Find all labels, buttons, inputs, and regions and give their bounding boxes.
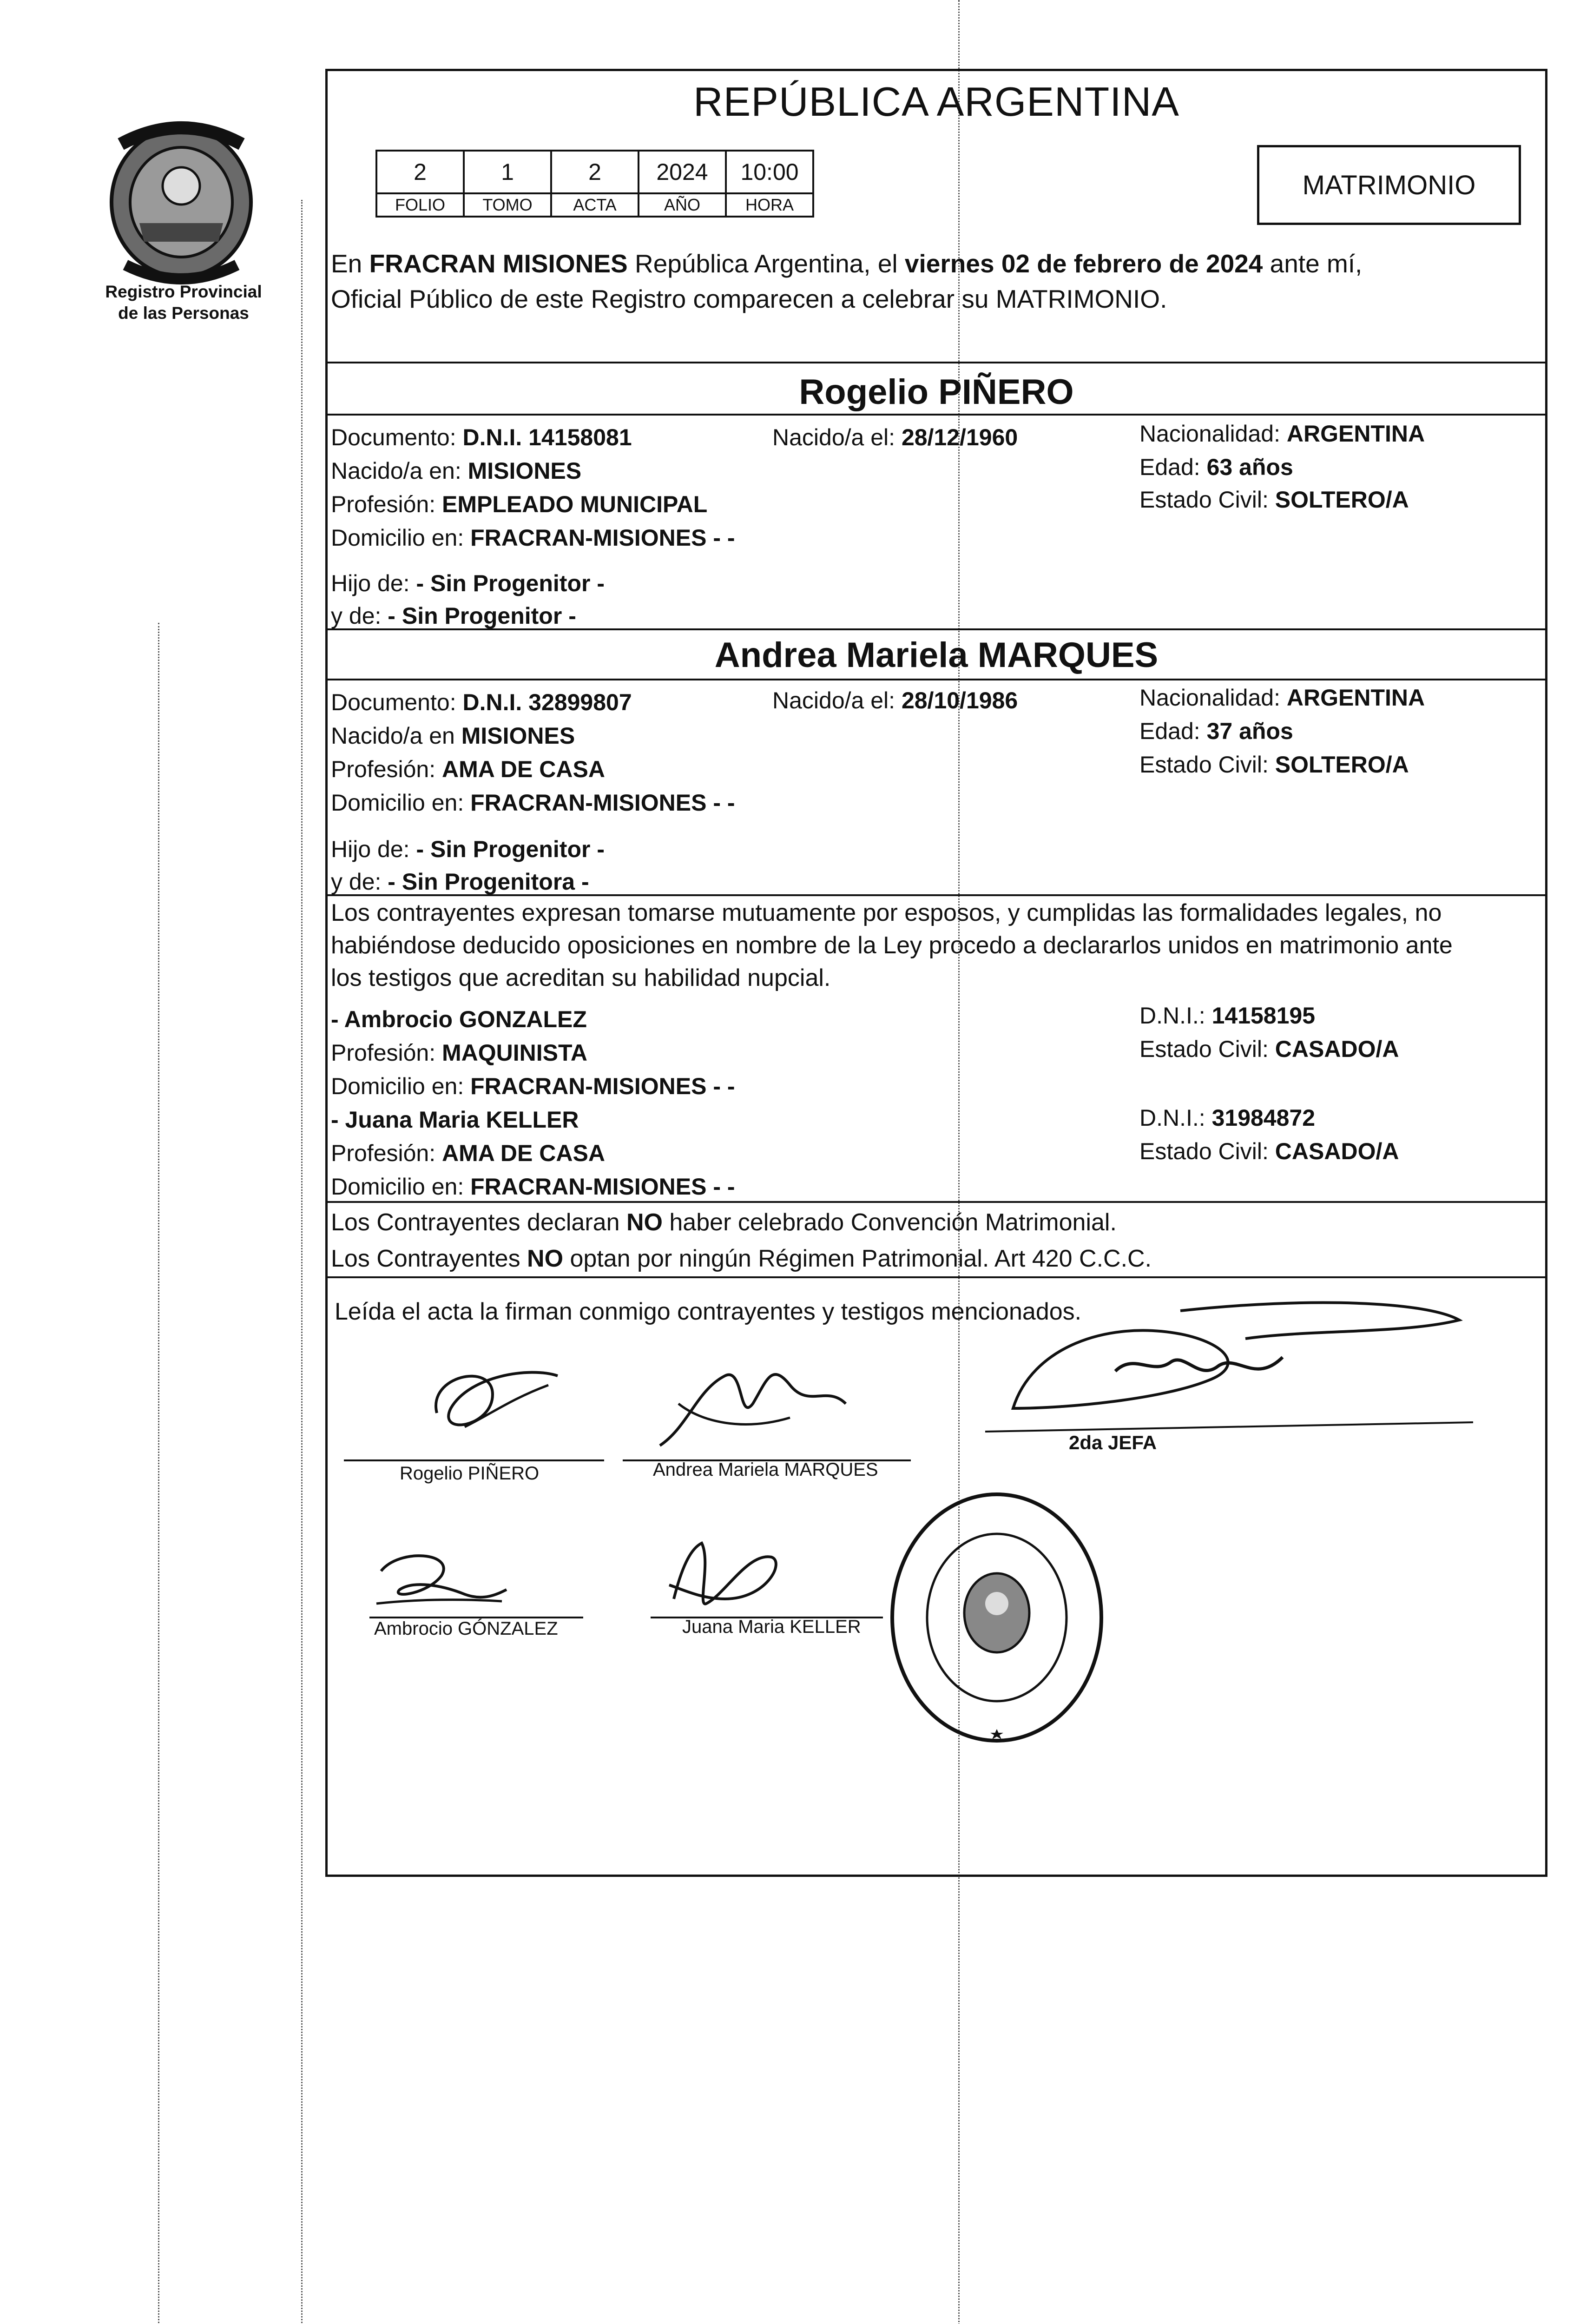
folio-label: FOLIO [376, 193, 464, 217]
spouse1-civil-status: Estado Civil: SOLTERO/A [1139, 487, 1409, 513]
signature-name-spouse2: Andrea Mariela MARQUES [653, 1459, 878, 1480]
witness1-dni: D.N.I.: 14158195 [1139, 1003, 1316, 1029]
witness2-address: Domicilio en: FRACRAN-MISIONES - - [331, 1174, 735, 1200]
folio-value: 2 [376, 151, 464, 193]
spouse2-birthdate: Nacido/a el: 28/10/1986 [772, 687, 1018, 713]
intro-line-2: Oficial Público de este Registro comparecen a celebrar su MATRIMONIO. [331, 284, 1167, 313]
signature-witness1 [372, 1543, 511, 1627]
signature-line [344, 1459, 604, 1461]
declaration-line-3: los testigos que acreditan su habilidad nupcial. [331, 964, 831, 991]
spouse1-nationality: Nacionalidad: ARGENTINA [1139, 421, 1425, 447]
spouse2-birthplace: Nacido/a en MISIONES [331, 723, 575, 749]
reference-table [375, 150, 814, 218]
acta-value: 2 [551, 151, 639, 193]
witness2-dni: D.N.I.: 31984872 [1139, 1105, 1316, 1131]
divider [325, 679, 1547, 680]
margin-dotted-line-outer [158, 623, 159, 2324]
spouse1-profession: Profesión: EMPLEADO MUNICIPAL [331, 491, 708, 517]
divider [325, 894, 1547, 896]
spouse1-age: Edad: 63 años [1139, 454, 1293, 480]
spouse1-address: Domicilio en: FRACRAN-MISIONES - - [331, 525, 735, 551]
spouse2-profession: Profesión: AMA DE CASA [331, 756, 605, 782]
intro-date: viernes 02 de febrero de 2024 [904, 249, 1263, 278]
year-label: AÑO [639, 193, 726, 217]
margin-dotted-line [301, 200, 303, 2324]
tomo-label: TOMO [464, 193, 551, 217]
closing-statement: Leída el acta la firman conmigo contrayentes y testigos mencionados. [335, 1298, 1082, 1325]
spouse1-birthdate: Nacido/a el: 28/12/1960 [772, 424, 1018, 450]
spouse2-civil-status: Estado Civil: SOLTERO/A [1139, 752, 1409, 778]
spouse2-nationality: Nacionalidad: ARGENTINA [1139, 685, 1425, 711]
signature-name-spouse1: Rogelio PIÑERO [400, 1463, 540, 1484]
spouse2-name: Andrea Mariela MARQUES [714, 635, 1159, 675]
registry-label: Registro Provincial de las Personas [105, 282, 262, 323]
page-title: REPÚBLICA ARGENTINA [693, 79, 1179, 125]
spouse1-parent1: Hijo de: - Sin Progenitor - [331, 570, 605, 596]
act-type-box: MATRIMONIO [1257, 145, 1521, 225]
spouse2-parent1: Hijo de: - Sin Progenitor - [331, 836, 605, 862]
convention-line-1: Los Contrayentes declaran NO haber celebrado Convención Matrimonial. [331, 1209, 1117, 1236]
official-signature [985, 1292, 1496, 1487]
spouse2-address: Domicilio en: FRACRAN-MISIONES - - [331, 790, 735, 816]
spouse1-name: Rogelio PIÑERO [799, 372, 1074, 412]
signature-witness2 [655, 1534, 785, 1627]
intro-line-1: En FRACRAN MISIONES República Argentina, el viernes 02 de febrero de 2024 ante mí, [331, 249, 1363, 278]
signature-spouse1 [409, 1357, 586, 1450]
divider [325, 414, 1547, 416]
divider [325, 1201, 1547, 1203]
declaration-line-2: habiéndose deducido oposiciones en nombre de la Ley procedo a declararlos unidos en matrimonio ante [331, 932, 1453, 959]
spouse2-age: Edad: 37 años [1139, 718, 1293, 744]
official-stamp-text: 2da JEFA [1069, 1432, 1157, 1453]
witness2-civil-status: Estado Civil: CASADO/A [1139, 1138, 1399, 1164]
registry-seal [885, 1487, 1108, 1748]
acta-label: ACTA [551, 193, 639, 217]
witness2-profession: Profesión: AMA DE CASA [331, 1140, 605, 1166]
spouse2-parent2: y de: - Sin Progenitora - [331, 869, 589, 895]
spouse1-birthplace: Nacido/a en: MISIONES [331, 458, 582, 484]
signature-spouse2 [651, 1348, 855, 1459]
declaration-line-1: Los contrayentes expresan tomarse mutuamente por esposos, y cumplidas las formalidades legales, no [331, 899, 1442, 926]
witness2-name: - Juana Maria KELLER [331, 1107, 579, 1133]
divider [325, 628, 1547, 630]
witness1-address: Domicilio en: FRACRAN-MISIONES - - [331, 1073, 735, 1099]
tomo-value: 1 [464, 151, 551, 193]
signature-name-witness2: Juana Maria KELLER [682, 1617, 861, 1637]
spouse2-document: Documento: D.N.I. 32899807 [331, 689, 632, 715]
year-value: 2024 [639, 151, 726, 193]
divider [325, 1276, 1547, 1278]
hour-value: 10:00 [726, 151, 813, 193]
divider [325, 362, 1547, 363]
convention-line-2: Los Contrayentes NO optan por ningún Régimen Patrimonial. Art 420 C.C.C. [331, 1245, 1152, 1272]
witness1-profession: Profesión: MAQUINISTA [331, 1040, 587, 1066]
hour-label: HORA [726, 193, 813, 217]
spouse1-document: Documento: D.N.I. 14158081 [331, 424, 632, 450]
witness1-civil-status: Estado Civil: CASADO/A [1139, 1036, 1399, 1062]
spouse1-parent2: y de: - Sin Progenitor - [331, 603, 576, 629]
signature-name-witness1: Ambrocio GÓNZALEZ [374, 1618, 558, 1639]
intro-place: FRACRAN MISIONES [369, 249, 628, 278]
witness1-name: - Ambrocio GONZALEZ [331, 1006, 587, 1032]
